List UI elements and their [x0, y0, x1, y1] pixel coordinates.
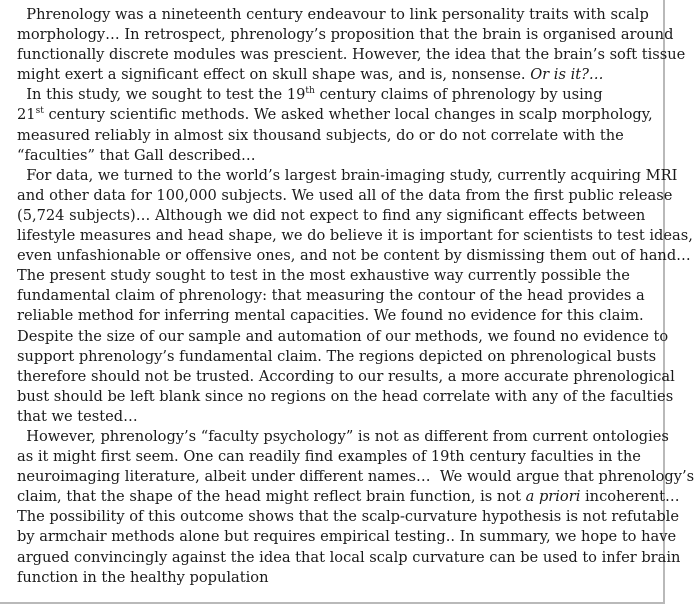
text-run: In this study, we sought to test the 19 [17, 86, 306, 104]
paragraph-4 [4, 427, 694, 588]
text-line: reliable method for inferring mental capacities. We found no evidence for this claim. [17, 307, 644, 325]
text-line: by armchair methods alone but requires empirical testing.. In summary, we hope to have [17, 528, 677, 546]
text-line: argued convincingly against the idea that local scalp curvature can be used to infer brain [17, 548, 681, 566]
text-run: incoherent… [580, 488, 680, 506]
paragraph-2 [4, 85, 658, 165]
text-line: Phrenology was a nineteenth century endeavour to link personality traits with scalp [17, 6, 649, 23]
text-line: function in the healthy population [17, 568, 269, 586]
text-run: century scientific methods. We asked whether local changes in scalp morphology, [43, 106, 653, 124]
text-line [4, 487, 680, 507]
superscript: st [35, 106, 44, 117]
text-line: fundamental claim of phrenology: that measuring the contour of the head provides a [17, 287, 645, 305]
text-run: claim, that the shape of the head might reflect brain function, is not [17, 488, 526, 506]
text-line [4, 65, 658, 85]
text-line: morphology… In retrospect, phrenology’s proposition that the brain is organised around [17, 26, 674, 44]
text-line: therefore should not be trusted. According to our results, a more accurate phrenological [17, 367, 675, 385]
text-run: century claims of phrenology by using [314, 86, 603, 104]
text-line [4, 85, 658, 105]
text-run: 21 [17, 106, 36, 124]
italic-text: a priori [525, 488, 581, 506]
text-line: measured reliably in almost six thousand subjects, do or do not correlate with the [17, 126, 624, 144]
text-line: and other data for 100,000 subjects. We used all of the data from the first public release [17, 186, 673, 204]
text-line: even unfashionable or offensive ones, and not be content by dismissing them out of hand… [17, 247, 691, 265]
text-line: “faculties” that Gall described… [17, 146, 256, 164]
superscript: th [305, 86, 315, 97]
text-line: For data, we turned to the world’s largest brain-imaging study, currently acquiring MRI [17, 166, 678, 184]
text-line: neuroimaging literature, albeit under different names… We would argue that phrenology’s [17, 468, 694, 486]
text-line: that we tested… [17, 407, 138, 425]
text-line: bust should be left blank since no regions on the head correlate with any of the faculties [17, 387, 674, 405]
text-line: functionally discrete modules was prescient. However, the idea that the brain’s soft tissue [17, 46, 686, 64]
text-line: The possibility of this outcome shows that the scalp-curvature hypothesis is not refutable [17, 508, 679, 526]
paragraph-3 [4, 166, 693, 427]
text-line: Despite the size of our sample and automation of our methods, we found no evidence to [17, 327, 669, 345]
excerpt-text [4, 5, 694, 588]
text-line: (5,724 subjects)… Although we did not expect to find any significant effects between [17, 206, 646, 224]
text-run: might exert a significant effect on skull shape was, and is, nonsense. [17, 66, 531, 84]
italic-text: Or is it?… [530, 66, 604, 84]
text-line: support phrenology’s fundamental claim. The regions depicted on phrenological busts [17, 347, 657, 365]
text-line: The present study sought to test in the most exhaustive way currently possible the [17, 267, 630, 285]
paragraph-1 [4, 5, 686, 85]
text-line: as it might first seem. One can readily find examples of 19th century faculties in the [17, 448, 641, 466]
text-line: lifestyle measures and head shape, we do believe it is important for scientists to test ideas, [17, 227, 693, 245]
text-line [4, 105, 658, 125]
text-line: However, phrenology’s “faculty psychology” is not as different from current ontologies [17, 427, 669, 445]
